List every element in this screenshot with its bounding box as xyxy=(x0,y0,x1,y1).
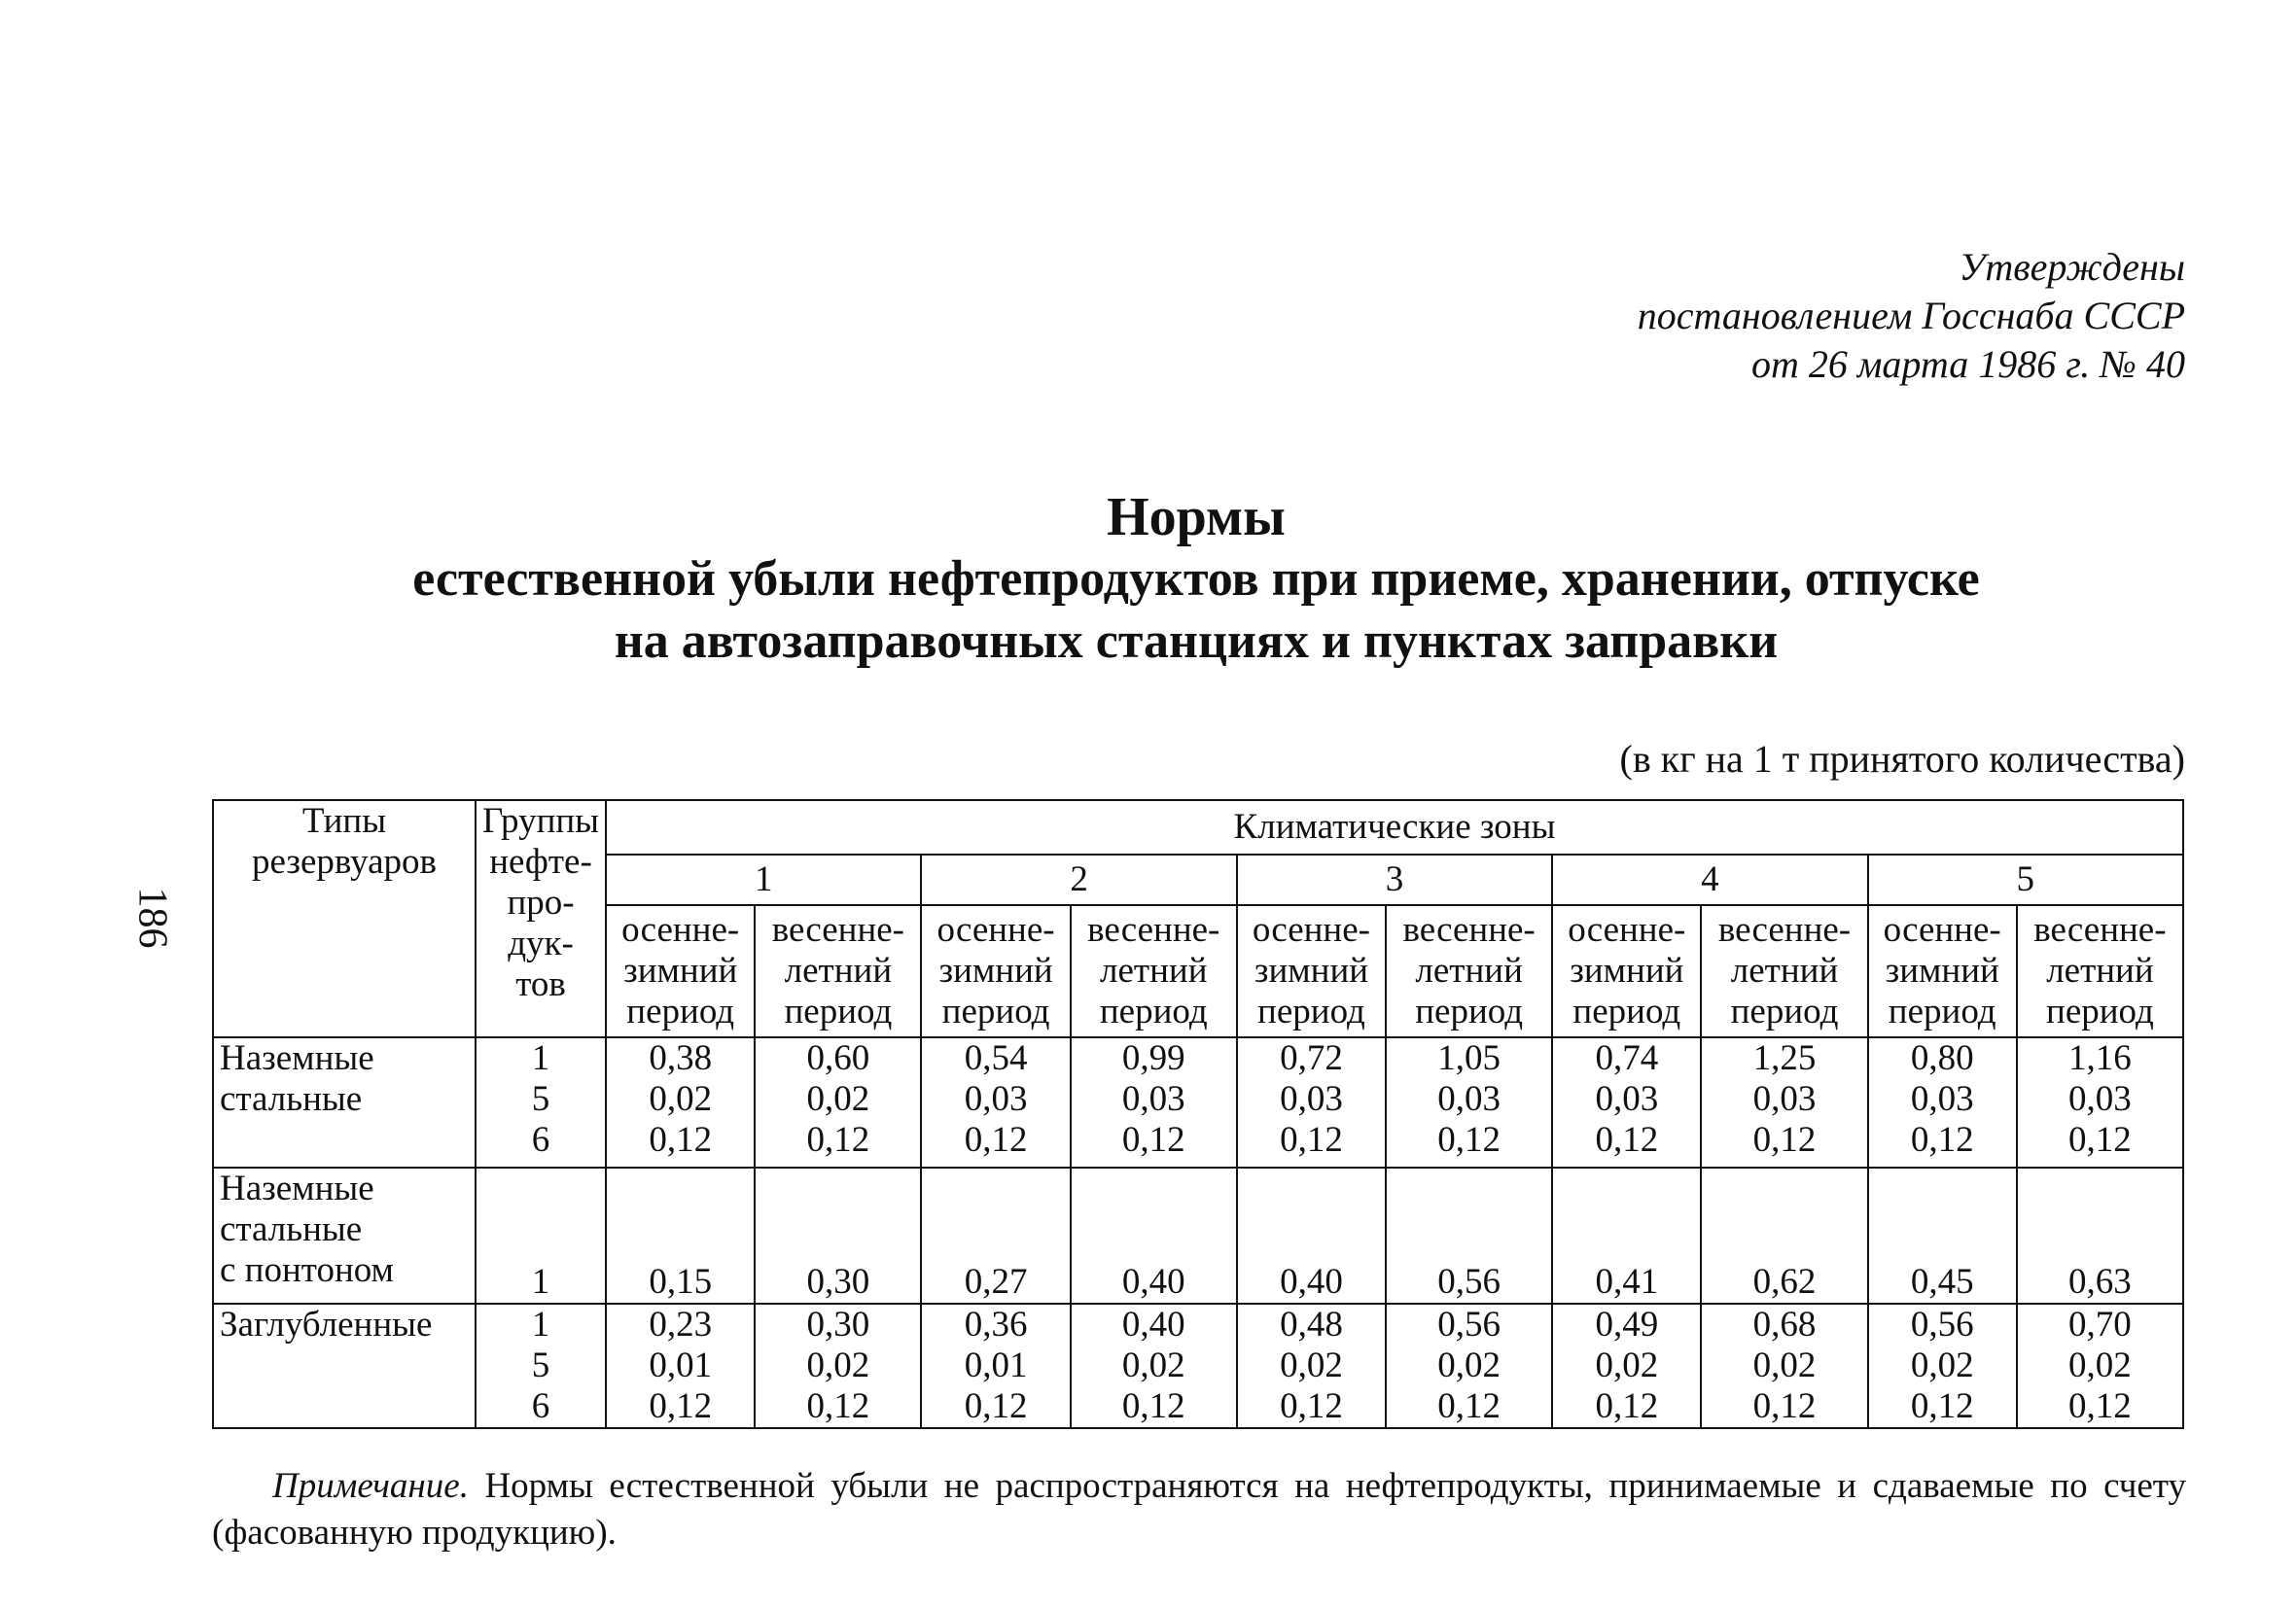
norm-value-cell xyxy=(1552,1304,1701,1428)
norm-value-cell xyxy=(1701,1304,1867,1428)
norm-value: 0,01 xyxy=(649,1346,713,1385)
header-period-line: летний xyxy=(1730,951,1839,991)
norm-value: 0,03 xyxy=(1595,1079,1659,1119)
norm-value: 0,12 xyxy=(2068,1386,2132,1426)
header-period-line: весенне- xyxy=(1402,910,1536,950)
norm-value: 0,02 xyxy=(806,1346,870,1385)
norm-value-cell xyxy=(1552,1037,1701,1168)
norm-value-cell xyxy=(1386,1037,1552,1168)
norm-value-cell xyxy=(606,1168,755,1304)
header-groups-line: про- xyxy=(507,883,575,923)
norm-value: 1,05 xyxy=(1437,1038,1501,1078)
norm-value: 0,02 xyxy=(806,1079,870,1119)
tank-type-cell xyxy=(213,1037,476,1168)
header-period-line: осенне- xyxy=(621,910,740,950)
norm-value: 0,56 xyxy=(1437,1305,1501,1345)
header-period-autumn-winter xyxy=(1868,905,2017,1037)
note-paragraph xyxy=(212,1463,2186,1556)
header-period-line: зимний xyxy=(1570,951,1684,991)
table-row xyxy=(213,1304,2183,1428)
header-period-line: летний xyxy=(1415,951,1523,991)
norm-value-cell xyxy=(1868,1304,2017,1428)
norm-value-cell xyxy=(1237,1037,1386,1168)
note-label: Примечание. xyxy=(272,1466,469,1506)
norm-value: 0,03 xyxy=(964,1079,1028,1119)
norm-value: 0,27 xyxy=(964,1262,1028,1302)
norm-value-cell xyxy=(1868,1037,2017,1168)
header-period-line: зимний xyxy=(623,951,738,991)
header-period-spring-summer xyxy=(1701,905,1867,1037)
norm-value: 0,03 xyxy=(1280,1079,1343,1119)
norm-value: 0,12 xyxy=(649,1386,713,1426)
norm-value: 0,48 xyxy=(1280,1305,1343,1345)
table-body xyxy=(213,1037,2183,1428)
norm-value: 0,12 xyxy=(1595,1120,1659,1160)
header-period-line: осенне- xyxy=(1883,910,2001,950)
header-period-line: весенне- xyxy=(1717,910,1852,950)
header-period-autumn-winter xyxy=(1552,905,1701,1037)
norm-value: 0,12 xyxy=(1437,1386,1501,1426)
tank-type-line: стальные xyxy=(220,1209,363,1249)
norm-value-cell xyxy=(606,1037,755,1168)
note-text: Нормы естественной убыли не распространяются на нефтепродукты, принимаемые и сдаваемые по счету (фасованную продукцию). xyxy=(212,1466,2186,1553)
norm-value: 0,30 xyxy=(806,1262,870,1302)
norm-value-cell xyxy=(606,1304,755,1428)
norm-value: 0,23 xyxy=(649,1305,713,1345)
norm-value: 0,15 xyxy=(649,1262,713,1302)
tank-type-line: с понтоном xyxy=(220,1250,394,1290)
norm-value: 0,03 xyxy=(1437,1079,1501,1119)
product-group-value: 1 xyxy=(531,1305,550,1345)
norm-value-cell xyxy=(1071,1037,1237,1168)
header-period-line: летний xyxy=(1100,951,1208,991)
tank-type-cell xyxy=(213,1168,476,1304)
header-groups-line: тов xyxy=(515,964,566,1004)
header-groups-line: дук- xyxy=(508,924,574,963)
norm-value: 0,40 xyxy=(1121,1262,1185,1302)
norm-value: 0,12 xyxy=(1752,1120,1817,1160)
approval-line-3: от 26 марта 1986 г. № 40 xyxy=(1750,342,2185,386)
units-note: (в кг на 1 т принятого количества) xyxy=(1619,737,2185,781)
norm-value: 0,02 xyxy=(1910,1346,1974,1385)
header-period-autumn-winter xyxy=(921,905,1070,1037)
norm-value: 0,02 xyxy=(649,1079,713,1119)
norm-value: 0,54 xyxy=(964,1038,1028,1078)
norm-value: 0,02 xyxy=(1595,1346,1659,1385)
norm-value: 0,12 xyxy=(1121,1386,1185,1426)
norm-value: 0,72 xyxy=(1280,1038,1343,1078)
header-period-line: зимний xyxy=(1885,951,1999,991)
norm-value-cell xyxy=(2017,1304,2183,1428)
norm-value-cell xyxy=(1071,1304,1237,1428)
norm-value-cell xyxy=(1386,1168,1552,1304)
header-zone-number: 5 xyxy=(1868,855,2183,905)
norm-value-cell xyxy=(1237,1304,1386,1428)
product-group-cell xyxy=(476,1304,606,1428)
norm-value-cell xyxy=(921,1304,1070,1428)
tank-type-line: Заглубленные xyxy=(220,1305,433,1345)
header-period-line: период xyxy=(1888,992,1996,1031)
header-period-spring-summer xyxy=(2017,905,2183,1037)
norm-value: 0,36 xyxy=(964,1305,1028,1345)
tank-type-cell xyxy=(213,1304,476,1428)
norm-value-cell xyxy=(921,1168,1070,1304)
norm-value: 0,12 xyxy=(1595,1386,1659,1426)
norm-value: 0,45 xyxy=(1910,1262,1974,1302)
header-period-line: период xyxy=(1415,992,1524,1031)
norm-value-cell xyxy=(755,1037,921,1168)
norm-value: 0,30 xyxy=(806,1305,870,1345)
norm-value-cell xyxy=(755,1304,921,1428)
norm-value: 0,02 xyxy=(1752,1346,1817,1385)
norm-value-cell xyxy=(1386,1304,1552,1428)
header-product-groups xyxy=(476,800,606,1037)
approval-line-2: постановлением Госснаба СССР xyxy=(1637,294,2185,337)
norm-value: 1,16 xyxy=(2068,1038,2132,1078)
header-period-line: период xyxy=(941,992,1050,1031)
norm-value-cell xyxy=(2017,1168,2183,1304)
norm-value: 0,03 xyxy=(2068,1079,2132,1119)
header-period-line: зимний xyxy=(938,951,1053,991)
header-period-line: период xyxy=(626,992,735,1031)
header-period-line: весенне- xyxy=(771,910,905,950)
header-period-line: период xyxy=(1730,992,1839,1031)
header-tank-types-line: Типы xyxy=(301,801,387,841)
header-period-line: летний xyxy=(784,951,893,991)
product-group-value: 6 xyxy=(531,1386,550,1426)
norm-value: 0,12 xyxy=(1910,1386,1974,1426)
product-group-value: 6 xyxy=(531,1120,550,1160)
header-period-line: весенне- xyxy=(2033,910,2167,950)
header-period-spring-summer xyxy=(755,905,921,1037)
title-line-1: Нормы xyxy=(1107,487,1286,547)
norm-value: 0,12 xyxy=(649,1120,713,1160)
header-tank-types-line: резервуаров xyxy=(251,842,438,882)
header-period-line: период xyxy=(1572,992,1681,1031)
norm-value: 0,02 xyxy=(2068,1346,2132,1385)
product-group-value: 5 xyxy=(531,1079,550,1119)
norm-value: 0,74 xyxy=(1595,1038,1659,1078)
norm-value: 0,02 xyxy=(1121,1346,1185,1385)
header-period-line: летний xyxy=(2046,951,2154,991)
header-period-line: осенне- xyxy=(1252,910,1370,950)
norm-value: 1,25 xyxy=(1752,1038,1817,1078)
norm-value: 0,02 xyxy=(1437,1346,1501,1385)
header-period-spring-summer xyxy=(1386,905,1552,1037)
norm-value: 0,12 xyxy=(1910,1120,1974,1160)
norm-value-cell xyxy=(2017,1037,2183,1168)
title-line-2: естественной убыли нефтепродуктов при приеме, хранении, отпуске xyxy=(412,551,1980,607)
header-period-line: осенне- xyxy=(1568,910,1686,950)
norm-value: 0,99 xyxy=(1121,1038,1185,1078)
tank-type-line: Наземные xyxy=(220,1169,374,1208)
norm-value-cell xyxy=(1071,1168,1237,1304)
product-group-value: 5 xyxy=(531,1346,550,1385)
norm-value-cell xyxy=(1701,1037,1867,1168)
product-group-value: 1 xyxy=(531,1262,550,1302)
title-line-3: на автозаправочных станциях и пунктах заправки xyxy=(614,613,1779,669)
page-number: 186 xyxy=(129,887,175,949)
header-groups-line: Группы xyxy=(482,801,600,841)
norm-value-cell xyxy=(921,1037,1070,1168)
norm-value: 0,63 xyxy=(2068,1262,2132,1302)
tank-type-line: стальные xyxy=(220,1079,363,1119)
approval-block xyxy=(1638,243,2185,389)
norm-value: 0,03 xyxy=(1121,1079,1185,1119)
norm-value-cell xyxy=(1552,1168,1701,1304)
header-period-autumn-winter xyxy=(606,905,755,1037)
norm-value: 0,03 xyxy=(1910,1079,1974,1119)
header-period-line: период xyxy=(1257,992,1365,1031)
norm-value: 0,12 xyxy=(806,1120,870,1160)
norm-value: 0,12 xyxy=(1280,1120,1343,1160)
header-zone-number: 3 xyxy=(1237,855,1552,905)
header-zone-number: 2 xyxy=(921,855,1236,905)
norm-value-cell xyxy=(755,1168,921,1304)
norm-value: 0,70 xyxy=(2068,1305,2132,1345)
norm-value: 0,12 xyxy=(1121,1120,1185,1160)
header-period-line: период xyxy=(2046,992,2154,1031)
norm-value-cell xyxy=(1701,1168,1867,1304)
norm-value: 0,12 xyxy=(1752,1386,1817,1426)
norm-value: 0,60 xyxy=(806,1038,870,1078)
norm-value: 0,56 xyxy=(1910,1305,1974,1345)
norm-value: 0,56 xyxy=(1437,1262,1501,1302)
norm-value: 0,40 xyxy=(1121,1305,1185,1345)
norm-value: 0,68 xyxy=(1752,1305,1817,1345)
document-title xyxy=(321,486,2071,673)
norm-value-cell xyxy=(1868,1168,2017,1304)
norm-value: 0,62 xyxy=(1752,1262,1817,1302)
norm-value: 0,41 xyxy=(1595,1262,1659,1302)
tank-type-line: Наземные xyxy=(220,1038,374,1078)
norm-value: 0,01 xyxy=(964,1346,1028,1385)
table-header xyxy=(213,800,2183,1037)
approval-line-1: Утверждены xyxy=(1959,245,2185,289)
norm-value: 0,40 xyxy=(1280,1262,1343,1302)
header-zone-number: 4 xyxy=(1552,855,1867,905)
header-period-spring-summer xyxy=(1071,905,1237,1037)
norm-value: 0,12 xyxy=(964,1120,1028,1160)
norm-value: 0,12 xyxy=(964,1386,1028,1426)
header-tank-types xyxy=(213,800,476,1037)
norm-value: 0,02 xyxy=(1280,1346,1343,1385)
norm-value: 0,80 xyxy=(1910,1038,1974,1078)
norm-value: 0,38 xyxy=(649,1038,713,1078)
norm-value: 0,12 xyxy=(2068,1120,2132,1160)
product-group-cell xyxy=(476,1168,606,1304)
norm-value: 0,12 xyxy=(1280,1386,1343,1426)
norms-table xyxy=(212,799,2184,1429)
header-period-line: период xyxy=(784,992,893,1031)
norm-value: 0,12 xyxy=(806,1386,870,1426)
norm-value: 0,49 xyxy=(1595,1305,1659,1345)
norm-value: 0,12 xyxy=(1437,1120,1501,1160)
table-row xyxy=(213,1037,2183,1168)
header-period-line: период xyxy=(1099,992,1208,1031)
header-groups-line: нефте- xyxy=(489,842,592,882)
header-period-line: зимний xyxy=(1254,951,1369,991)
product-group-cell xyxy=(476,1037,606,1168)
product-group-value: 1 xyxy=(531,1038,550,1078)
table-row xyxy=(213,1168,2183,1304)
header-period-line: осенне- xyxy=(936,910,1055,950)
header-period-line: весенне- xyxy=(1087,910,1220,950)
norm-value: 0,03 xyxy=(1752,1079,1817,1119)
header-period-autumn-winter xyxy=(1237,905,1386,1037)
header-climate-zones: Климатические зоны xyxy=(606,800,2183,855)
header-zone-number: 1 xyxy=(606,855,921,905)
header-row-zones xyxy=(213,800,2183,855)
norm-value-cell xyxy=(1237,1168,1386,1304)
